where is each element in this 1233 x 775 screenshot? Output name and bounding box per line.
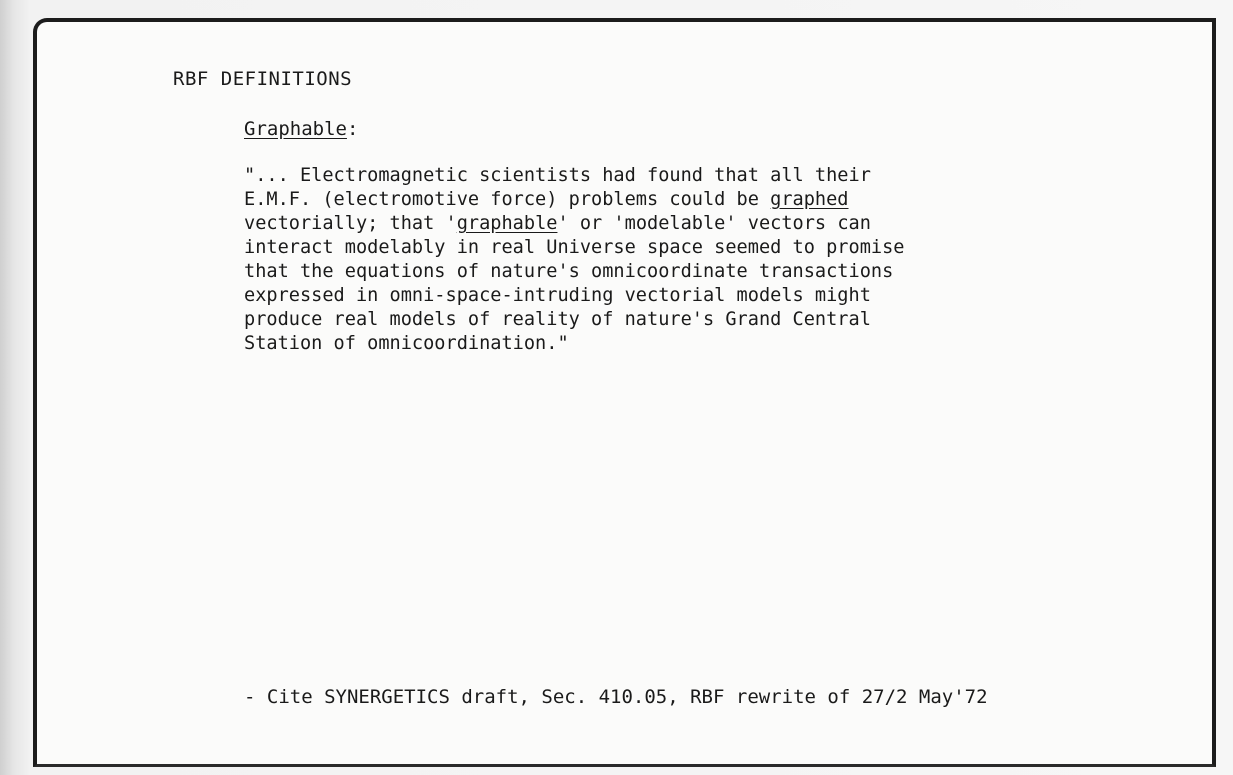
quote-text: produce real models of reality of nature's Grand Central bbox=[244, 309, 871, 330]
definition-card bbox=[33, 18, 1216, 767]
quote-text: vectorially; that ' bbox=[244, 213, 457, 234]
quote-line bbox=[244, 212, 904, 236]
term-colon: : bbox=[346, 118, 359, 140]
citation: - Cite SYNERGETICS draft, Sec. 410.05, RBF rewrite of 27/2 May'72 bbox=[244, 686, 988, 708]
quote-line bbox=[244, 260, 904, 284]
term-word: Graphable bbox=[244, 118, 347, 140]
quote-text: Station of omnicoordination." bbox=[244, 333, 569, 354]
quote-line bbox=[244, 188, 904, 212]
quote-text: ' or 'modelable' vectors can bbox=[557, 213, 871, 234]
term-heading bbox=[244, 118, 358, 140]
quote-text: that the equations of nature's omnicoordinate transactions bbox=[244, 261, 894, 282]
card-heading: RBF DEFINITIONS bbox=[173, 68, 353, 90]
quote-line bbox=[244, 236, 904, 260]
quote-text: expressed in omni-space-intruding vectorial models might bbox=[244, 285, 871, 306]
quote-text: interact modelably in real Universe space seemed to promise bbox=[244, 237, 905, 258]
underlined-term: graphable bbox=[456, 213, 558, 234]
underlined-term: graphed bbox=[770, 189, 849, 210]
quote-text: E.M.F. (electromotive force) problems could be bbox=[244, 189, 771, 210]
quote-text: "... Electromagnetic scientists had found that all their bbox=[244, 165, 871, 186]
definition-quote bbox=[244, 164, 904, 356]
quote-line bbox=[244, 284, 904, 308]
quote-line bbox=[244, 308, 904, 332]
quote-line bbox=[244, 332, 904, 356]
quote-line bbox=[244, 164, 904, 188]
